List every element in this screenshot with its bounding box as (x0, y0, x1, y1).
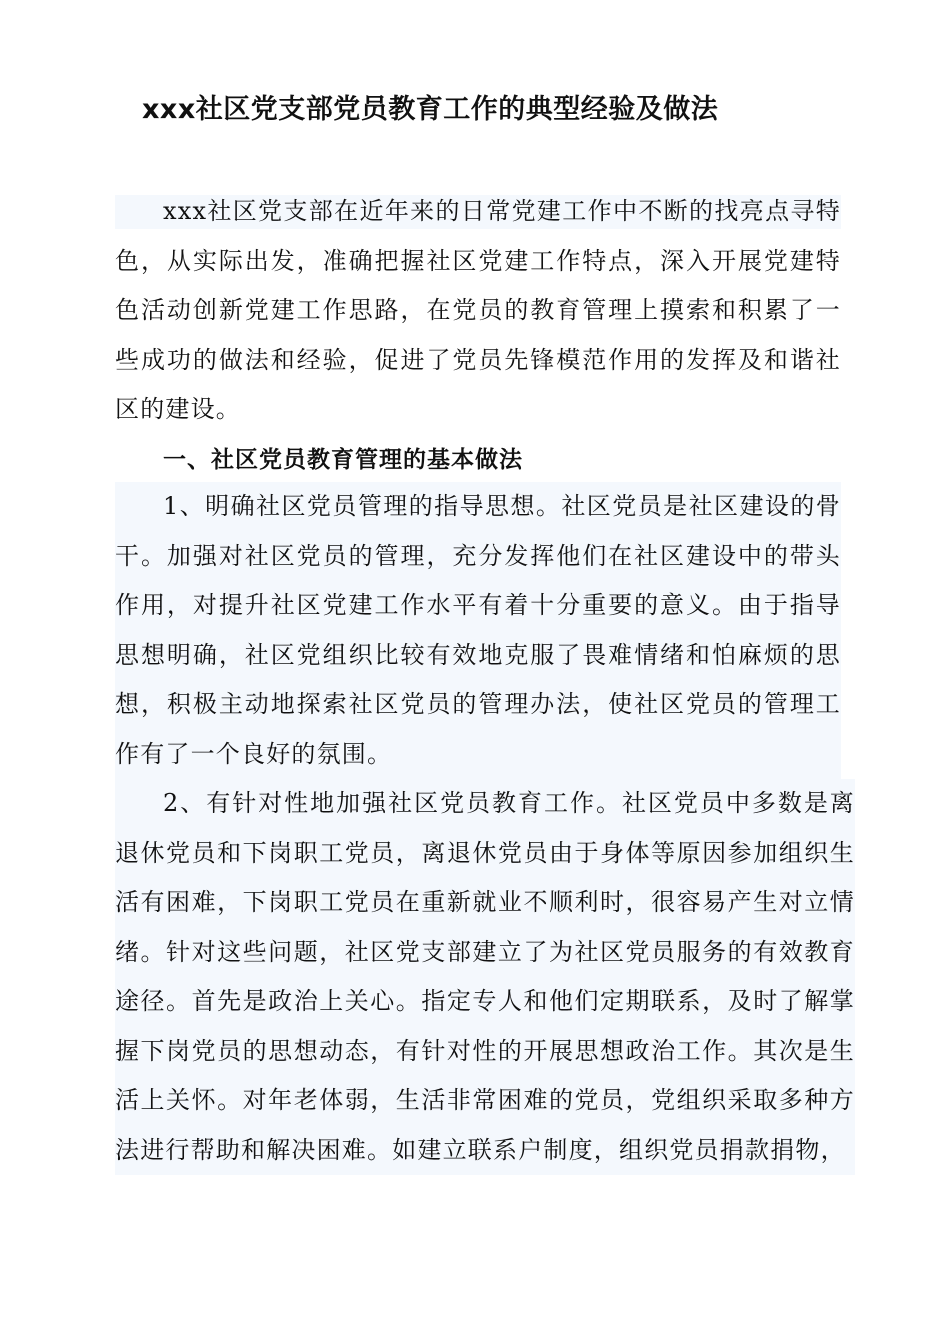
paragraph-1: 1、明确社区党员管理的指导思想。社区党员是社区建设的骨干。加强对社区党员的管理，充分发挥他们在社区建设中的带头作用，对提升社区党建工作水平有着十分重要的意义。由于指导思想明确，社区党组织比较有效地克服了畏难情绪和怕麻烦的思想，积极主动地探索社区党员的管理办法，使社区党员的管理工作有了一个良好的氛围。 (115, 482, 841, 779)
document-title: xxx社区党支部党员教育工作的典型经验及做法 (142, 94, 719, 125)
paragraph-2: 2、有针对性地加强社区党员教育工作。社区党员中多数是离退休党员和下岗职工党员，离退休党员由于身体等原因参加组织生活有困难，下岗职工党员在重新就业不顺利时，很容易产生对立情绪。针对这些问题，社区党支部建立了为社区党员服务的有效教育途径。首先是政治上关心。指定专人和他们定期联系，及时了解掌握下岗党员的思想动态，有针对性的开展思想政治工作。其次是生活上关怀。对年老体弱，生活非常困难的党员，党组织采取多种方法进行帮助和解决困难。如建立联系户制度，组织党员捐款捐物， (115, 779, 855, 1175)
section-heading: 一、社区党员教育管理的基本做法 (163, 447, 523, 473)
intro-paragraph: xxx社区党支部在近年来的日常党建工作中不断的找亮点寻特色，从实际出发，准确把握社区党建工作特点，深入开展党建特色活动创新党建工作思路，在党员的教育管理上摸索和积累了一些成功的做法和经验，促进了党员先锋模范作用的发挥及和谐社区的建设。 (115, 187, 841, 435)
